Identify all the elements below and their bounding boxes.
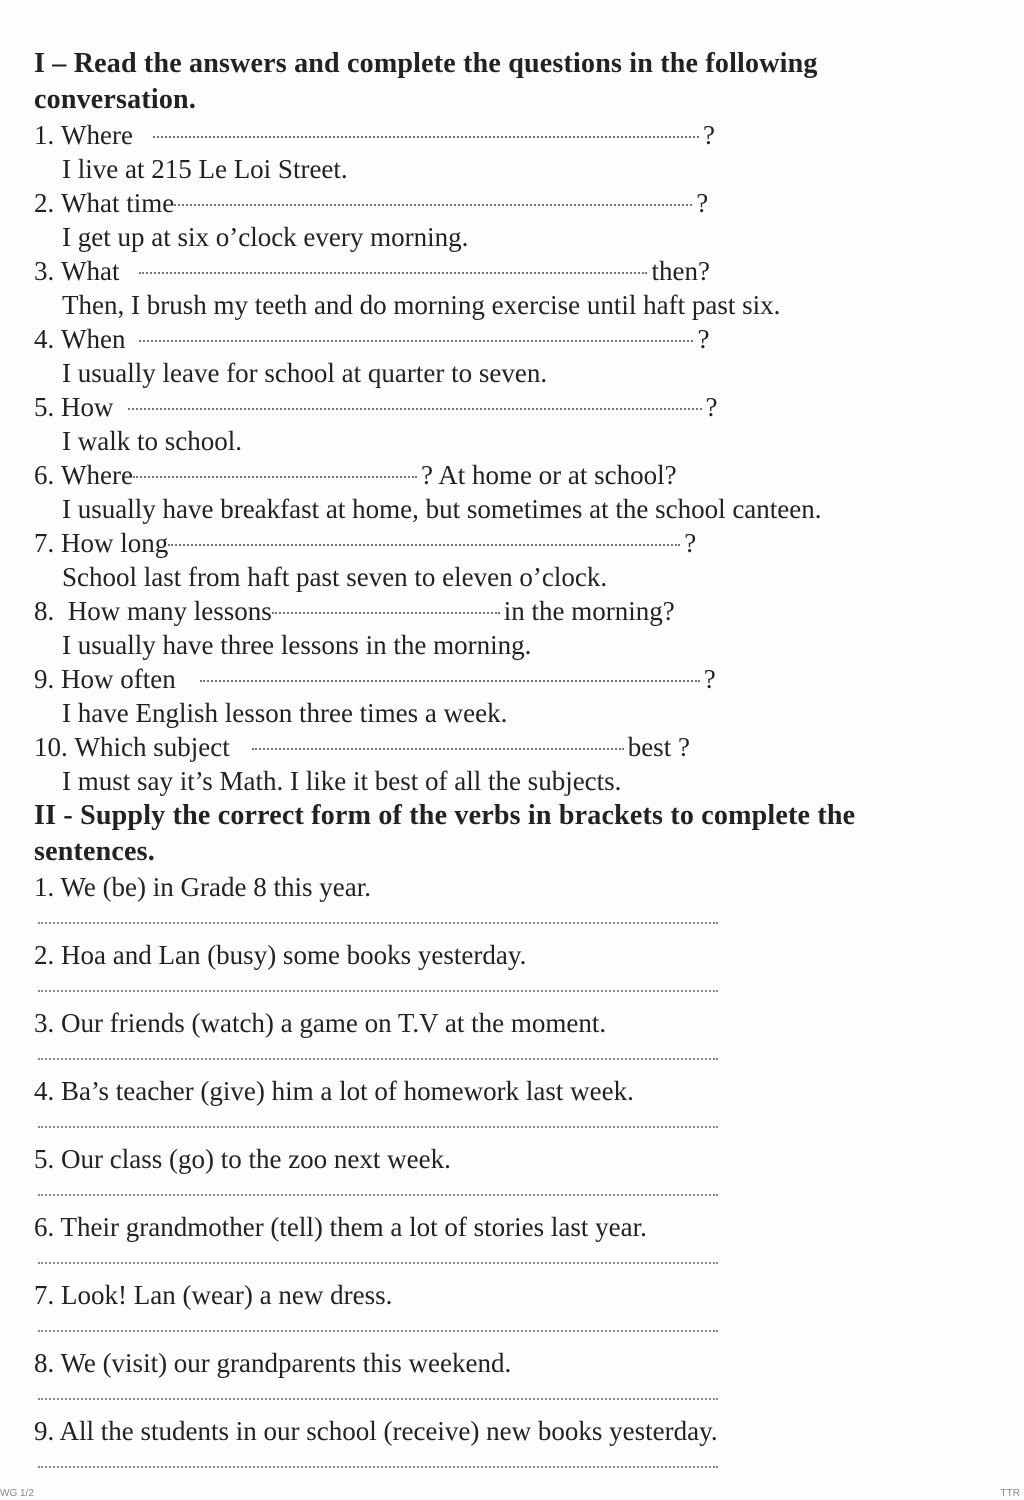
question-start: How long — [61, 528, 169, 558]
question-line — [34, 730, 934, 764]
exercise-sentence: 3. Our friends (watch) a game on T.V at the moment. — [34, 1008, 607, 1038]
question-number: 5. — [34, 392, 55, 422]
question-end: ? — [702, 120, 715, 150]
question-start: Where — [61, 460, 133, 490]
answer-line: I live at 215 Le Loi Street. — [62, 154, 348, 184]
question-number: 1. — [34, 120, 55, 150]
question-blank[interactable] — [272, 612, 500, 614]
question-end: ? At home or at school? — [420, 460, 677, 490]
answer-blank[interactable] — [34, 1312, 934, 1346]
section-1-title-line-2: conversation. — [34, 84, 197, 115]
question-blank[interactable] — [133, 476, 417, 478]
question-blank[interactable] — [128, 408, 702, 410]
question-end: best ? — [627, 732, 690, 762]
exercise-sentence: 6. Their grandmother (tell) them a lot of stories last year. — [34, 1212, 647, 1242]
question-blank[interactable] — [139, 272, 647, 274]
exercise-sentence: 7. Look! Lan (wear) a new dress. — [34, 1280, 393, 1310]
corner-label: TTR — [1000, 1488, 1020, 1499]
question-start: How often — [61, 664, 176, 694]
page-label: WG 1/2 — [0, 1488, 34, 1499]
exercise-sentence: 9. All the students in our school (receive) new books yesterday. — [34, 1416, 718, 1446]
answer-line: I usually leave for school at quarter to seven. — [62, 358, 548, 388]
exercise-sentence: 2. Hoa and Lan (busy) some books yesterday. — [34, 940, 527, 970]
question-start: How — [61, 392, 114, 422]
question-end: ? — [705, 392, 718, 422]
question-end: then? — [651, 256, 710, 286]
question-blank[interactable] — [200, 680, 700, 682]
question-start: When — [61, 324, 126, 354]
answer-line: I walk to school. — [62, 426, 242, 456]
question-line — [34, 526, 934, 560]
question-line — [34, 662, 934, 696]
section-1-title-line-1: I – Read the answers and complete the questions in the following — [34, 48, 818, 79]
question-line — [34, 322, 934, 356]
question-start: What time — [61, 188, 175, 218]
question-end: in the morning? — [503, 596, 675, 626]
question-line — [34, 118, 934, 152]
section-2-title-line-2: sentences. — [34, 836, 155, 867]
question-start: Which subject — [74, 732, 230, 762]
section-2-title-line-1: II - Supply the correct form of the verbs in brackets to complete the — [34, 800, 856, 831]
question-number: 8. — [34, 596, 55, 626]
answer-line: I get up at six o’clock every morning. — [62, 222, 469, 252]
answer-blank[interactable] — [34, 1108, 934, 1142]
answer-line: I usually have breakfast at home, but sometimes at the school canteen. — [62, 494, 822, 524]
exercise-sentence: 4. Ba’s teacher (give) him a lot of homework last week. — [34, 1076, 634, 1106]
exercise-sentence: 5. Our class (go) to the zoo next week. — [34, 1144, 451, 1174]
question-end: ? — [703, 664, 716, 694]
answer-line: School last from haft past seven to eleven o’clock. — [62, 562, 608, 592]
answer-blank[interactable] — [34, 1040, 934, 1074]
answer-line: Then, I brush my teeth and do morning exercise until haft past six. — [62, 290, 781, 320]
section-2 — [34, 798, 934, 1482]
question-line — [34, 254, 934, 288]
answer-line: I usually have three lessons in the morning. — [62, 630, 532, 660]
question-blank[interactable] — [153, 136, 699, 138]
exercise-sentence: 8. We (visit) our grandparents this weekend. — [34, 1348, 512, 1378]
question-number: 6. — [34, 460, 55, 490]
question-blank[interactable] — [139, 340, 693, 342]
question-line — [34, 594, 934, 628]
question-number: 10. — [34, 732, 68, 762]
question-line — [34, 390, 934, 424]
question-end: ? — [696, 188, 709, 218]
question-number: 7. — [34, 528, 55, 558]
question-number: 2. — [34, 188, 55, 218]
question-start: What — [61, 256, 120, 286]
section-1-items — [34, 118, 934, 798]
question-number: 3. — [34, 256, 55, 286]
question-number: 9. — [34, 664, 55, 694]
question-number: 4. — [34, 324, 55, 354]
question-end: ? — [684, 528, 697, 558]
question-start: How many lessons — [67, 596, 272, 626]
question-blank[interactable] — [168, 544, 680, 546]
answer-line: I have English lesson three times a week. — [62, 698, 508, 728]
answer-line: I must say it’s Math. I like it best of all the subjects. — [62, 766, 622, 796]
answer-blank[interactable] — [34, 904, 934, 938]
question-blank[interactable] — [174, 204, 692, 206]
exercise-sentence: 1. We (be) in Grade 8 this year. — [34, 872, 371, 902]
question-end: ? — [697, 324, 710, 354]
answer-blank[interactable] — [34, 972, 934, 1006]
worksheet-page — [34, 46, 934, 1482]
answer-blank[interactable] — [34, 1176, 934, 1210]
question-start: Where — [61, 120, 133, 150]
answer-blank[interactable] — [34, 1380, 934, 1414]
question-blank[interactable] — [252, 748, 624, 750]
question-line — [34, 458, 934, 492]
answer-blank[interactable] — [34, 1448, 934, 1482]
answer-blank[interactable] — [34, 1244, 934, 1278]
question-line — [34, 186, 934, 220]
section-1 — [34, 46, 934, 798]
